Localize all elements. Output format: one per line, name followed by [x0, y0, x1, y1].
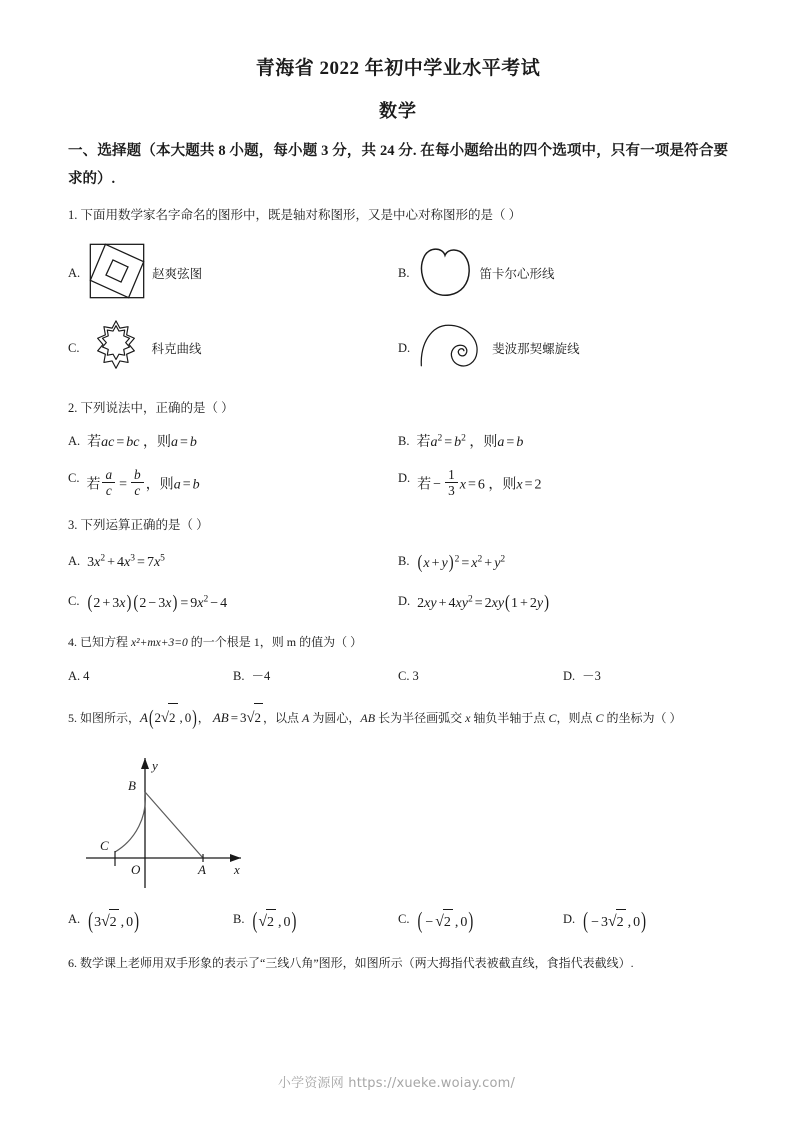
option-label-c: C.: [68, 594, 80, 609]
option-d-caption: 斐波那契螺旋线: [492, 342, 580, 356]
svg-text:x: x: [234, 861, 240, 877]
question-5-options-row: [68, 908, 728, 936]
question-3-option-a[interactable]: [68, 550, 398, 576]
option-label-a: A.: [68, 553, 81, 568]
cardioid-icon: [417, 243, 473, 304]
question-6: [68, 952, 728, 975]
option-label-b: B.: [398, 433, 410, 448]
option-label-d: D.: [563, 911, 576, 926]
svg-text:A: A: [198, 861, 206, 877]
question-2-options-row-1: [68, 430, 728, 455]
question-2-option-c[interactable]: [68, 467, 398, 499]
question-1-number: 1.: [68, 208, 78, 223]
subject-title: 数学: [379, 100, 417, 121]
question-4-option-a[interactable]: [68, 665, 233, 688]
question-3-number: 3.: [68, 518, 78, 533]
option-c-value: 3: [412, 669, 419, 683]
question-2-text: 下列说法中，正确的是（ ）: [80, 400, 234, 415]
option-label-c: C.: [398, 669, 410, 683]
question-3-options-row-1: [68, 550, 728, 576]
option-label-d: D.: [398, 340, 411, 355]
question-2-option-b[interactable]: [398, 430, 728, 455]
question-6-number: 6.: [68, 956, 77, 971]
question-4-equation: x²+mx+3=0: [131, 636, 188, 649]
option-a-caption: 赵爽弦图: [152, 267, 203, 281]
question-4-option-d[interactable]: [563, 665, 728, 688]
svg-text:O: O: [131, 861, 141, 877]
question-5-stem: 5. 如图所示，A(2√2 , 0)， AB = 3√2 ，以点 A 为圆心，AB 长为半径画弧交 x 轴负半轴于点 C，则点 C 的坐标为（ ）: [68, 703, 728, 734]
question-1: [68, 203, 728, 379]
question-3-options-row-2: [68, 590, 728, 616]
question-1-options-row-2: [68, 317, 728, 380]
option-label-d: D.: [398, 594, 411, 609]
question-4-text-post: 的一个根是 1，则 m 的值为（ ）: [187, 634, 363, 649]
option-label-c: C.: [68, 471, 80, 486]
question-5-option-d[interactable]: [563, 908, 728, 936]
option-d-expression: $2xy + 4xy^2 = 2xy(1 + 2y)$: [417, 592, 549, 614]
option-c-caption: 科克曲线: [151, 342, 202, 356]
question-5-option-c[interactable]: [398, 908, 563, 936]
option-a-value: 4: [83, 669, 90, 683]
option-label-d: D.: [398, 471, 411, 486]
option-b-expression: $(x + y)^2 = x^2 + y^2$: [417, 552, 506, 574]
question-4-stem: [68, 631, 728, 654]
option-label-b: B.: [233, 911, 245, 926]
question-4-option-c[interactable]: [398, 665, 563, 688]
question-2-option-d[interactable]: [398, 467, 728, 499]
koch-snowflake-icon: [87, 317, 145, 380]
question-3-stem: [68, 513, 728, 537]
question-2-number: 2.: [68, 400, 78, 415]
question-1-option-b[interactable]: [398, 242, 728, 305]
svg-text:C: C: [100, 837, 109, 853]
question-1-options-row-1: [68, 242, 728, 305]
question-5-option-a[interactable]: [68, 908, 233, 936]
question-5-option-b[interactable]: [233, 908, 398, 936]
option-d-expression: 若 − $\frac{1}{3}$ x = 6 ，则x = 2: [417, 467, 542, 499]
option-c-expression: 若 $\frac{a}{c}$ = $\frac{b}{c}$ ，则a = b: [86, 467, 200, 499]
question-4: [68, 631, 728, 688]
option-label-a: A.: [68, 911, 81, 926]
option-d-expression: ( − 3√2 , 0): [583, 909, 646, 935]
option-d-value: －3: [582, 669, 601, 683]
question-2-option-a[interactable]: [68, 430, 398, 455]
question-6-text: 数学课上老师用双手形象的表示了“三线八角”图形，如图所示（两大拇指代表被截直线，食指代表截线）.: [80, 956, 634, 971]
question-4-number: 4.: [68, 634, 77, 649]
option-b-expression: 若$a^2 = b^2$ ，则a = b: [416, 433, 524, 450]
question-3-option-d[interactable]: [398, 590, 728, 616]
question-2-stem: [68, 396, 728, 420]
svg-text:B: B: [128, 777, 136, 793]
option-label-c: C.: [398, 911, 410, 926]
coordinate-plane-arc-figure: [78, 740, 728, 900]
question-1-option-a[interactable]: [68, 242, 398, 305]
option-label-a: A.: [68, 433, 81, 448]
svg-text:y: y: [152, 757, 158, 773]
question-5: [68, 703, 728, 937]
question-1-option-d[interactable]: [398, 317, 728, 380]
option-b-expression: (√2 , 0): [252, 909, 297, 935]
question-1-stem: [68, 203, 728, 227]
question-1-text: 下面用数学家名字命名的图形中，既是轴对称图形，又是中心对称图形的是（ ）: [80, 208, 522, 223]
question-6-stem: [68, 952, 728, 975]
question-4-options-row: [68, 665, 728, 688]
fibonacci-spiral-icon: [418, 320, 486, 377]
option-a-expression: 若ac = bc ，则a = b: [87, 434, 197, 450]
option-label-c: C.: [68, 340, 80, 355]
option-label-a: A.: [68, 265, 81, 280]
option-a-expression: (3√2 , 0): [88, 909, 140, 935]
question-2: [68, 396, 728, 500]
option-b-value: －4: [251, 669, 271, 683]
question-3-option-b[interactable]: [398, 550, 728, 576]
option-label-a: A.: [68, 669, 81, 683]
question-4-option-b[interactable]: [233, 665, 398, 688]
watermark: 小学资源网 https://xueke.woiay.com/: [277, 1076, 516, 1091]
question-1-option-c[interactable]: [68, 317, 398, 380]
option-label-b: B.: [233, 669, 245, 683]
page-content: [68, 56, 728, 977]
question-3-option-c[interactable]: [68, 590, 398, 616]
section-heading: 一、选择题（本大题共 8 小题，每小题 3 分，共 24 分. 在每小题给出的四个选项中，只有一项是符合要求的）.: [68, 142, 728, 187]
question-2-options-row-2: [68, 467, 728, 499]
question-4-text-pre: 已知方程: [80, 634, 132, 649]
option-b-caption: 笛卡尔心形线: [479, 267, 555, 281]
option-c-expression: ( − √2 , 0): [417, 909, 474, 935]
option-c-expression: (2 + 3x) $(2 - 3x) = 9x^2 - 4$: [87, 592, 228, 614]
page-title: 青海省 2022 年初中学业水平考试: [255, 58, 541, 79]
zhao-shuang-chord-diagram-icon: [88, 242, 146, 305]
question-5-number: 5.: [68, 710, 77, 725]
option-label-b: B.: [398, 265, 410, 280]
option-label-b: B.: [398, 553, 410, 568]
question-3: [68, 513, 728, 616]
option-label-d: D.: [563, 669, 576, 683]
option-a-expression: $3x^2 + 4x^3 = 7x^5$: [87, 553, 165, 570]
question-3-text: 下列运算正确的是（ ）: [80, 518, 209, 533]
